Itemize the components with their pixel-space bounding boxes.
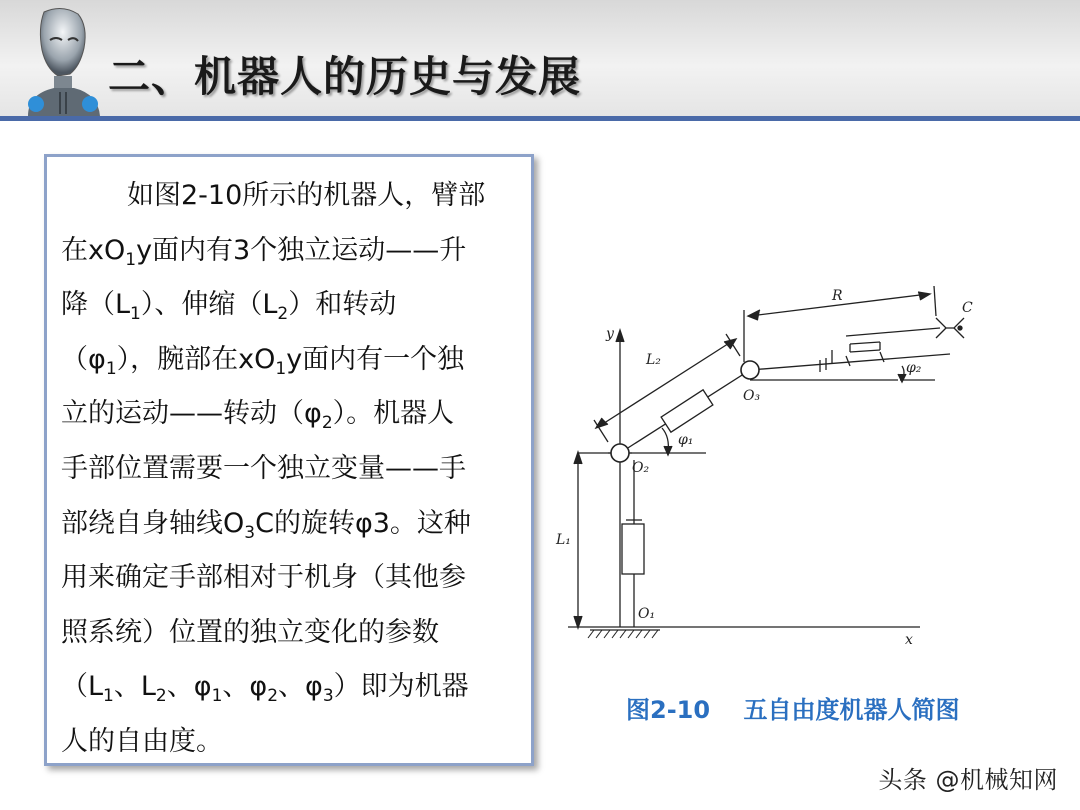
- label-c: C: [962, 300, 973, 316]
- text-run: 在xO: [61, 234, 126, 266]
- label-phi2: φ₂: [906, 360, 922, 376]
- figure-caption: 图2-10 五自由度机器人简图: [626, 696, 960, 724]
- description-line: [61, 497, 531, 552]
- text-run: ），腕部在xO: [116, 343, 276, 375]
- page-title: 二、机器人的历史与发展: [108, 52, 582, 101]
- description-text: [61, 169, 531, 770]
- subscript: 1: [130, 304, 141, 325]
- text-run: C的旋转φ3。这种: [255, 507, 471, 539]
- label-o3: O₃: [743, 388, 761, 404]
- subscript: 1: [125, 249, 137, 270]
- text-run: 如图2-10所示的机器人，臂部: [127, 180, 486, 211]
- header-underline: [0, 116, 1080, 121]
- description-box: [44, 154, 534, 766]
- description-line: [61, 715, 531, 770]
- description-line: [61, 551, 531, 606]
- robot-schematic-diagram: [550, 272, 973, 652]
- joint-o3: [741, 361, 759, 379]
- watermark: 头条 @机械知网: [878, 766, 1058, 794]
- description-line: [61, 278, 531, 333]
- text-run: ）、伸缩（L: [140, 289, 278, 321]
- description-line: [61, 660, 531, 715]
- text-run: 、φ: [222, 671, 268, 703]
- subscript: 2: [155, 686, 167, 707]
- robot-head-icon: [14, 4, 106, 116]
- label-phi1: φ₁: [678, 432, 694, 448]
- subscript: 2: [321, 413, 333, 434]
- subscript: 3: [244, 522, 256, 543]
- subscript: 1: [275, 358, 287, 379]
- text-run: ）和转动: [288, 289, 397, 321]
- text-run: 人的自由度。: [61, 725, 223, 757]
- text-run: 、φ: [166, 671, 212, 703]
- description-line: [61, 442, 531, 497]
- text-run: 、L: [113, 671, 156, 703]
- subscript: 2: [267, 686, 279, 707]
- label-o1: O₁: [638, 606, 656, 622]
- description-line: [61, 169, 531, 224]
- text-run: 用来确定手部相对于机身（其他参: [61, 562, 466, 594]
- description-line: [61, 606, 531, 661]
- label-x: x: [905, 632, 913, 648]
- text-run: （L: [61, 671, 104, 703]
- label-o2: O₂: [632, 460, 650, 476]
- label-y: y: [606, 326, 614, 342]
- text-run: y面内有3个独立运动——升: [136, 234, 467, 266]
- text-run: 降（L: [61, 289, 131, 321]
- subscript: 1: [105, 358, 117, 379]
- subscript: 1: [103, 686, 114, 707]
- label-l1: L₁: [556, 532, 571, 548]
- text-run: 手部位置需要一个独立变量——手: [61, 452, 466, 484]
- text-run: （φ: [61, 343, 106, 375]
- label-r: R: [832, 288, 843, 304]
- label-l2: L₂: [646, 352, 661, 368]
- subscript: 1: [211, 686, 223, 707]
- description-line: [61, 333, 531, 388]
- text-run: ）即为机器: [333, 671, 469, 703]
- subscript: 2: [277, 304, 289, 325]
- text-run: 立的运动——转动（φ: [61, 398, 322, 430]
- text-run: 、φ: [278, 671, 323, 703]
- description-line: [61, 224, 531, 279]
- text-run: 照系统）位置的独立变化的参数: [61, 616, 439, 648]
- text-run: y面内有一个独: [286, 343, 465, 375]
- text-run: ）。机器人: [332, 398, 455, 430]
- description-line: [61, 387, 531, 442]
- joint-o2: [611, 444, 629, 462]
- text-run: 部绕自身轴线O: [61, 507, 245, 539]
- subscript: 3: [322, 686, 334, 707]
